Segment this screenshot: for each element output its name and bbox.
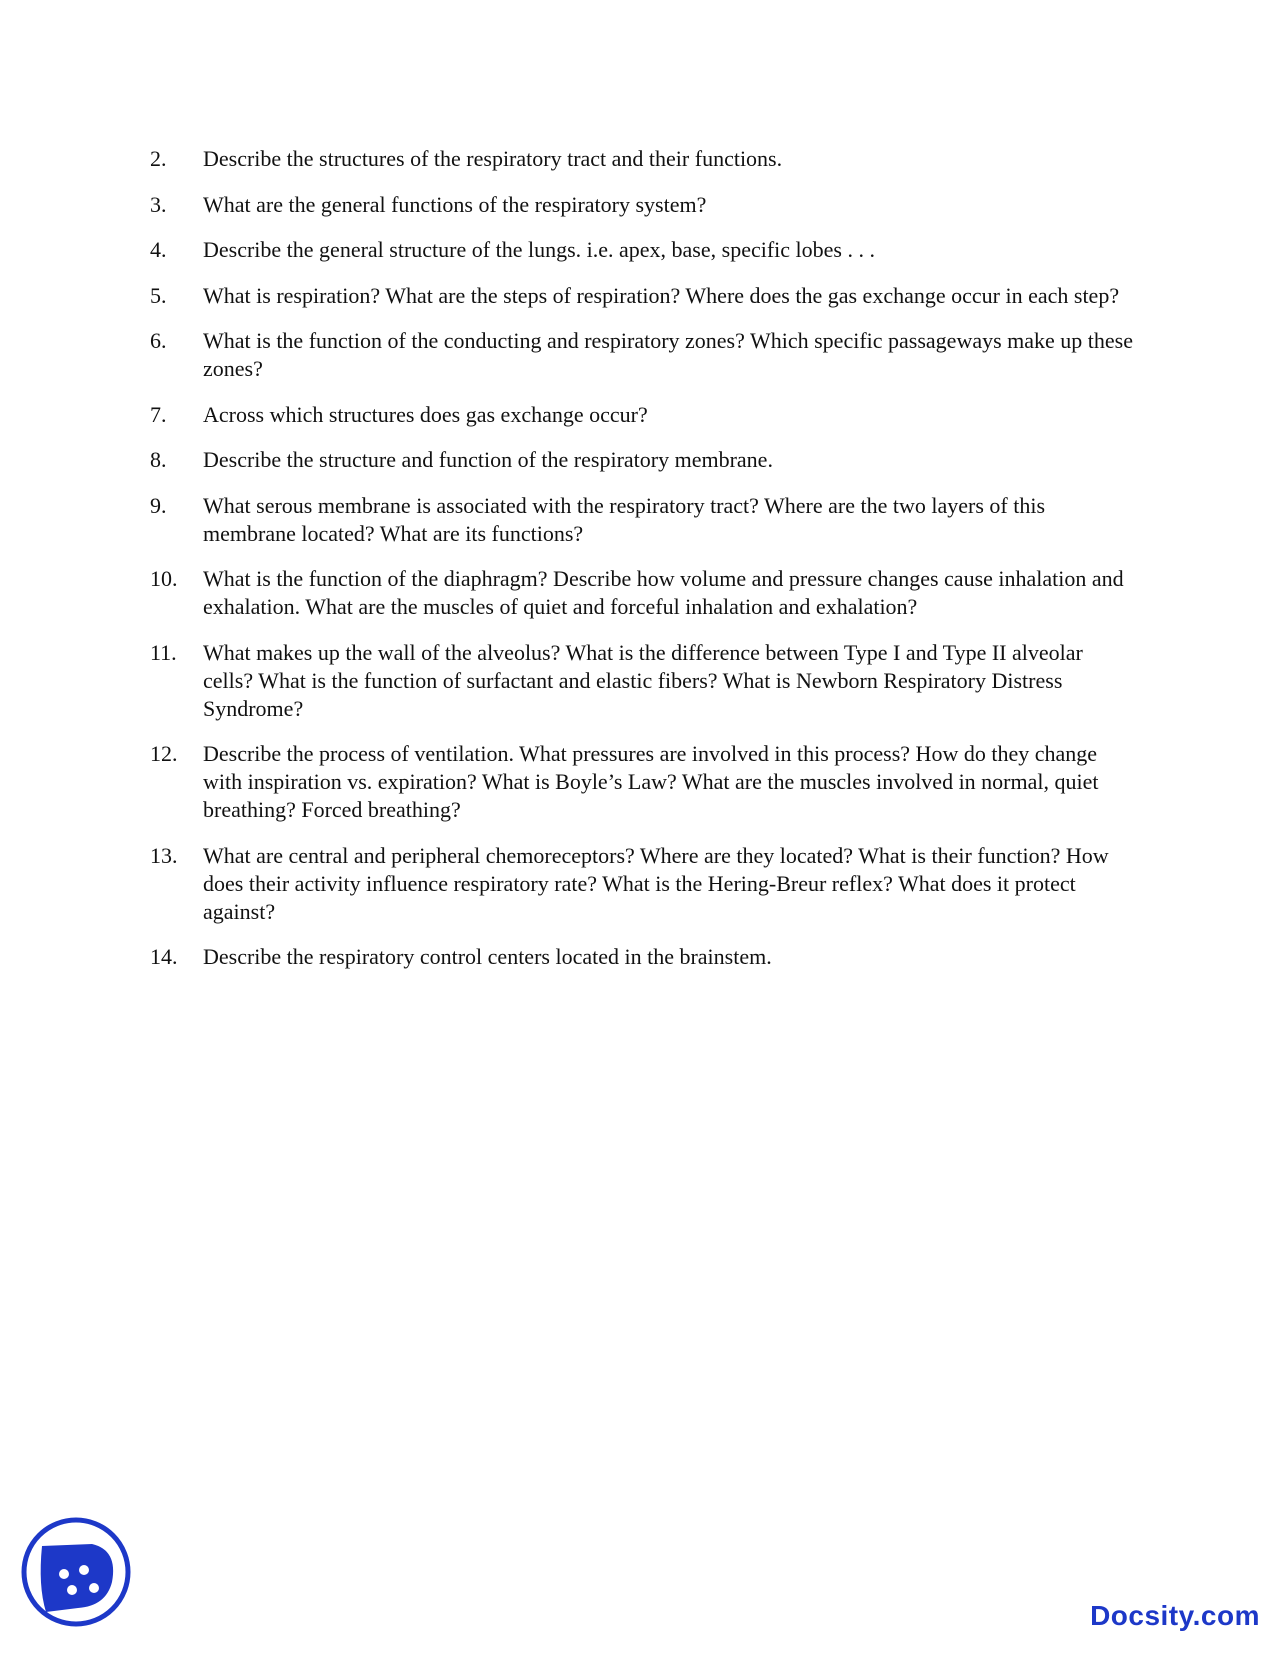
brand-name: Docsity <box>1090 1600 1193 1631</box>
logo-graphic <box>20 1516 132 1628</box>
question-item <box>150 492 1135 548</box>
question-item <box>150 842 1135 926</box>
question-number: 13. <box>150 842 178 868</box>
question-text: What are central and peripheral chemoreceptors? Where are they located? What is their function? How does their activity influence respiratory rate? What is the Hering-Breur reflex? What does it protect against? <box>203 842 1109 924</box>
question-item <box>150 943 1135 971</box>
question-text: Across which structures does gas exchange occur? <box>203 401 648 427</box>
question-item <box>150 565 1135 621</box>
question-item <box>150 740 1135 824</box>
question-text: Describe the respiratory control centers located in the brainstem. <box>203 944 772 969</box>
question-item <box>150 401 1135 429</box>
docsity-brand[interactable] <box>1090 1600 1260 1632</box>
question-item <box>150 282 1135 310</box>
question-text: What serous membrane is associated with the respiratory tract? Where are the two layers of this membrane located? What are its functions? <box>203 492 1046 546</box>
question-number: 9. <box>150 492 167 518</box>
question-item <box>150 446 1135 474</box>
question-number: 8. <box>150 447 167 472</box>
question-item <box>150 327 1135 383</box>
question-text: Describe the general structure of the lungs. i.e. apex, base, specific lobes . . . <box>203 237 875 262</box>
question-number: 3. <box>150 191 167 217</box>
question-number: 7. <box>150 401 167 427</box>
question-text: What is the function of the diaphragm? Describe how volume and pressure changes cause inhalation and exhalation. What are the muscles of quiet and forceful inhalation and exhalation? <box>203 566 1124 619</box>
brand-tld: .com <box>1192 1600 1260 1631</box>
question-item <box>150 145 1135 173</box>
question-text: What is respiration? What are the steps of respiration? Where does the gas exchange occur in each step? <box>203 282 1120 308</box>
question-number: 6. <box>150 328 167 353</box>
question-text: What are the general functions of the respiratory system? <box>203 191 707 217</box>
question-text: Describe the structure and function of the respiratory membrane. <box>203 447 773 472</box>
question-number: 12. <box>150 741 178 766</box>
question-text: Describe the structures of the respiratory tract and their functions. <box>203 146 783 171</box>
question-number: 11. <box>150 639 177 665</box>
question-list <box>150 145 1135 989</box>
question-number: 10. <box>150 566 178 591</box>
question-text: What makes up the wall of the alveolus? What is the difference between Type I and Type II alveolar cells? What is the function of surfactant and elastic fibers? What is Newborn Respiratory Distress Syndrome? <box>203 639 1083 721</box>
question-item <box>150 236 1135 264</box>
question-number: 4. <box>150 237 167 262</box>
docsity-logo-icon[interactable] <box>20 1516 132 1628</box>
question-number: 2. <box>150 146 167 171</box>
question-item <box>150 191 1135 219</box>
question-text: What is the function of the conducting and respiratory zones? Which specific passageways make up these zones? <box>203 328 1134 381</box>
question-number: 5. <box>150 282 167 308</box>
question-text: Describe the process of ventilation. What pressures are involved in this process? How do they change with inspiration vs. expiration? What is Boyle’s Law? What are the muscles involved in normal, quiet breathing? Forced breathing? <box>203 741 1099 822</box>
question-number: 14. <box>150 944 178 969</box>
question-item <box>150 639 1135 723</box>
